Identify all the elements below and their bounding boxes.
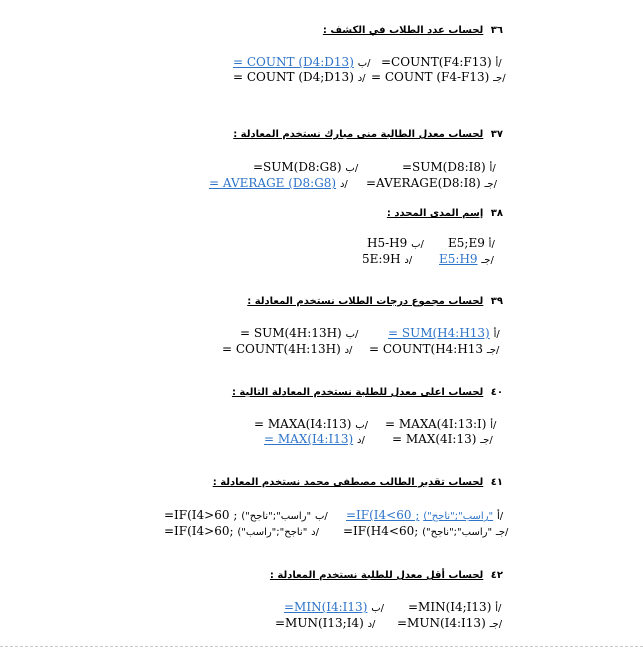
q41-option-d (164, 524, 319, 538)
q39-option-a (388, 326, 500, 340)
question-number: ٣٦ (490, 25, 503, 36)
option-text: = COUNT(H4:H13 (369, 342, 484, 356)
q39-option-b (240, 326, 358, 340)
option-letter: أ/ (489, 163, 496, 174)
page-bottom-divider (0, 646, 643, 647)
option-letter: جـ/ (489, 619, 503, 630)
question-number: ٤٢ (490, 570, 503, 581)
option-formula: =IF(I4>60 ; (164, 508, 238, 522)
option-letter: د/ (356, 435, 365, 446)
question-text: لحساب اعلى معدل للطلبة نستخدم المعادلة التالية : (231, 387, 484, 398)
q37-option-a (402, 160, 496, 174)
q42-option-d (275, 616, 375, 630)
option-letter: ب/ (357, 58, 371, 69)
q40-option-c (392, 432, 493, 446)
option-text: =SUM(D8:I8) (402, 160, 486, 174)
option-letter: جـ/ (493, 73, 506, 84)
option-text-answer: =MIN(I4:I13) (284, 600, 368, 614)
option-letter: د/ (339, 179, 348, 190)
q42-option-c (397, 616, 502, 630)
option-text: =MIN(I4;I13) (408, 600, 492, 614)
option-letter: جـ/ (486, 345, 500, 356)
option-text: = MAXA(4I:13:I) (385, 417, 487, 431)
option-formula-answer: =IF(I4<60 ; (346, 508, 420, 522)
q41-option-a (346, 508, 503, 522)
question-number: ٣٧ (490, 129, 503, 140)
option-letter: ب/ (345, 329, 359, 340)
q36-option-c (371, 70, 506, 84)
option-text-answer: = MAX(I4:I13) (264, 432, 354, 446)
question-42-title (270, 570, 503, 581)
option-letter: جـ/ (495, 527, 509, 538)
option-letter: أ/ (488, 239, 495, 250)
option-letter: ب/ (355, 420, 369, 431)
option-letter: أ/ (493, 329, 500, 340)
option-text-answer: = AVERAGE (D8:G8) (209, 176, 337, 190)
option-text: E5;E9 (448, 236, 485, 250)
q36-option-d (233, 70, 366, 84)
option-text: =MUN(I13;I4) (275, 616, 364, 630)
question-text: لحساب أقل معدل للطلبة نستخدم المعادلة : (269, 570, 484, 581)
question-36-title (323, 25, 503, 36)
question-38-title (387, 208, 503, 219)
option-letter: د/ (404, 255, 413, 266)
option-letter: ب/ (411, 239, 424, 250)
q38-option-b (367, 236, 424, 250)
question-39-title (247, 296, 503, 307)
option-letter: ب/ (314, 511, 328, 522)
question-number: ٤١ (490, 477, 503, 488)
option-text: = COUNT (F4-F13) (371, 70, 490, 84)
option-text: = COUNT(4H:13H) (222, 342, 341, 356)
option-text-answer: = SUM(H4:H13) (388, 326, 490, 340)
option-letter: د/ (367, 619, 376, 630)
option-formula: =IF(H4<60; (343, 524, 419, 538)
question-text: إسم المدى المحدد : (386, 208, 484, 219)
question-number: ٣٨ (490, 208, 503, 219)
option-letter: د/ (311, 527, 319, 538)
option-letter: جـ/ (480, 435, 493, 446)
option-text: =MUN(I4:I13) (397, 616, 486, 630)
q39-option-c (369, 342, 499, 356)
q41-option-c (343, 524, 508, 538)
q37-option-d (209, 176, 348, 190)
option-text: = MAXA(I4:I13) (254, 417, 352, 431)
question-number: ٣٩ (490, 296, 503, 307)
q42-option-b (284, 600, 384, 614)
q37-option-c (366, 176, 497, 190)
q39-option-d (222, 342, 352, 356)
option-text: = MAX(4I:13) (392, 432, 477, 446)
option-letter: أ/ (490, 420, 497, 431)
option-args-answer: "راسب";"ناجح") (423, 511, 494, 522)
question-40-title (232, 387, 503, 398)
q40-option-b (254, 417, 368, 431)
option-letter: جـ/ (481, 255, 494, 266)
option-letter: جـ/ (484, 179, 497, 190)
option-formula: =IF(I4>60; (164, 524, 234, 538)
option-letter: ب/ (345, 163, 359, 174)
question-text: لحساب تقدير الطالب مصطفى محمد نستخدم المعادلة : (212, 477, 484, 488)
question-text: لحساب عدد الطلاب في الكشف : (322, 25, 484, 36)
q36-option-b (233, 55, 371, 69)
option-text: H5-H9 (367, 236, 408, 250)
q37-option-b (253, 160, 358, 174)
q42-option-a (408, 600, 501, 614)
q40-option-a (385, 417, 496, 431)
question-41-title (213, 477, 503, 488)
question-37-title (233, 129, 503, 140)
q41-option-b (164, 508, 328, 522)
question-text: لحساب معدل الطالبة منى مبارك نستخدم المعادلة : (233, 129, 484, 140)
option-letter: أ/ (495, 58, 502, 69)
option-args: "راسب";"ناجح") (422, 527, 493, 538)
q40-option-d (264, 432, 365, 446)
q38-option-d (362, 252, 412, 266)
q36-option-a (381, 55, 502, 69)
option-text: = SUM(4H:13H) (240, 326, 342, 340)
option-letter: ب/ (371, 603, 384, 614)
option-text-answer: = COUNT (D4:D13) (233, 55, 354, 69)
option-text: = COUNT (D4;D13) (233, 70, 354, 84)
option-text: =AVERAGE(D8:I8) (366, 176, 481, 190)
option-text: =SUM(D8:G8) (253, 160, 342, 174)
option-text-answer: E5:H9 (439, 252, 478, 266)
q38-option-c (439, 252, 494, 266)
question-number: ٤٠ (490, 387, 503, 398)
option-args: "راسب";"ناجح") (241, 511, 312, 522)
option-text: =COUNT(F4:F13) (381, 55, 492, 69)
option-letter: أ/ (495, 603, 502, 614)
q38-option-a (448, 236, 495, 250)
option-letter: أ/ (496, 511, 504, 522)
question-text: لحساب مجموع درجات الطلاب نستخدم المعادلة : (247, 296, 484, 307)
option-letter: د/ (357, 73, 366, 84)
option-text: 5E:9H (362, 252, 401, 266)
option-args: "ناجح";"راسب") (237, 527, 308, 538)
option-letter: د/ (344, 345, 353, 356)
